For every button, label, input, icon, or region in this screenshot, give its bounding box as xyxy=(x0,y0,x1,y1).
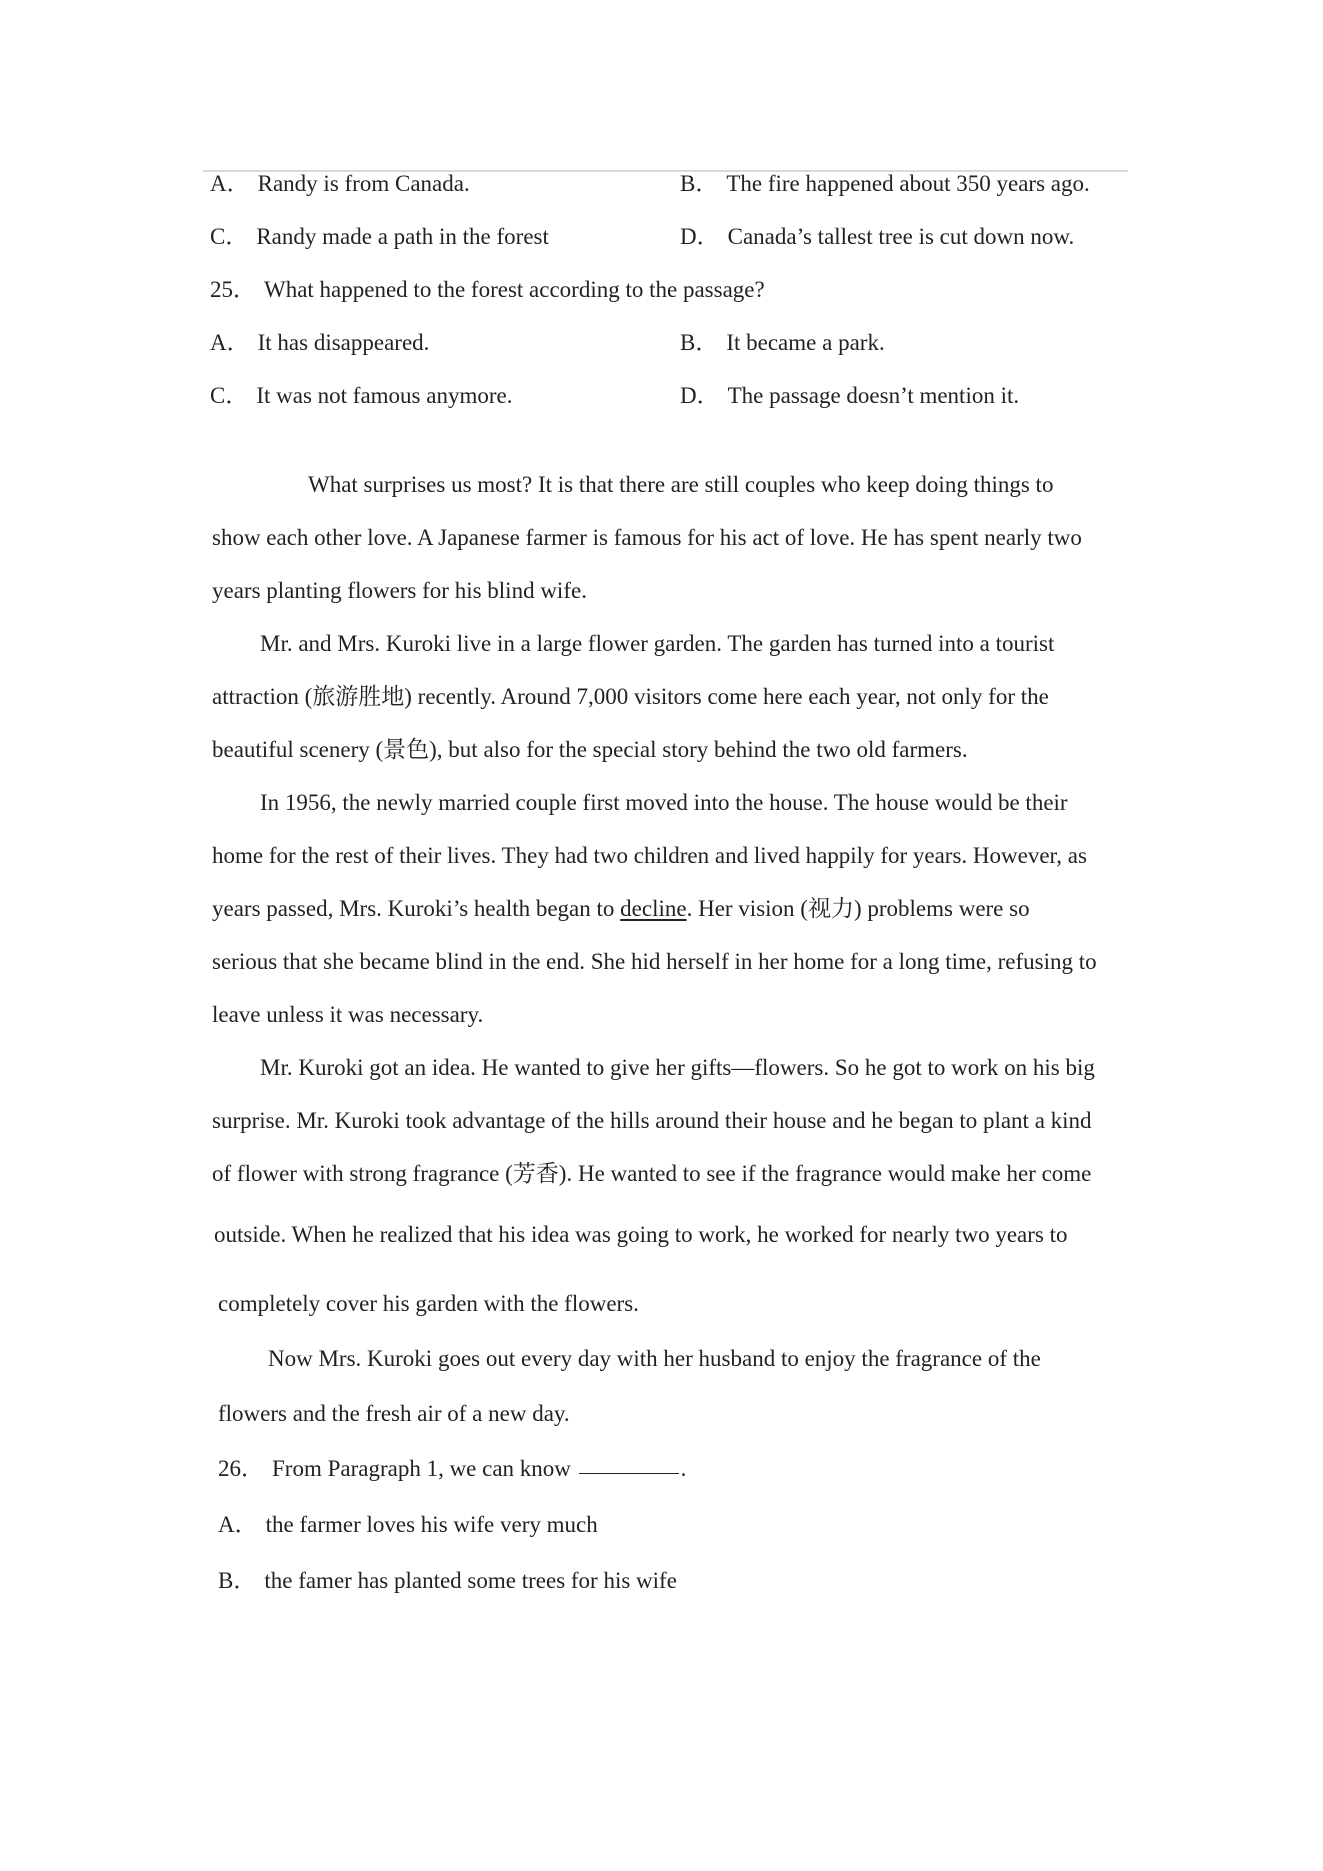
question-text: What happened to the forest according to the passage? xyxy=(264,277,765,302)
question-text-end: . xyxy=(680,1456,687,1481)
q26-option-a xyxy=(218,1510,598,1540)
q25-option-a xyxy=(210,328,429,358)
option-letter: A． xyxy=(210,330,250,355)
q25-stem xyxy=(210,275,765,305)
option-text: Canada’s tallest tree is cut down now. xyxy=(727,224,1075,249)
passage-p4-line: completely cover his garden with the flowers. xyxy=(218,1291,639,1316)
option-text: Randy made a path in the forest xyxy=(256,224,549,249)
passage-p3-line: In 1956, the newly married couple first moved into the house. The house would be their xyxy=(260,790,1068,815)
option-letter: A． xyxy=(210,171,250,196)
passage-p5-line: flowers and the fresh air of a new day. xyxy=(218,1401,570,1426)
option-letter: C． xyxy=(210,224,249,249)
q25-option-b xyxy=(680,328,885,358)
passage-p4-line: outside. When he realized that his idea was going to work, he worked for nearly two years to xyxy=(214,1222,1068,1247)
passage-p4-line: surprise. Mr. Kuroki took advantage of the hills around their house and he began to plant a kind xyxy=(212,1108,1092,1133)
option-text: It became a park. xyxy=(726,330,885,355)
option-letter: A． xyxy=(218,1512,258,1537)
text-segment: years passed, Mrs. Kuroki’s health began to xyxy=(212,896,621,921)
passage-p1-line: What surprises us most? It is that there are still couples who keep doing things to xyxy=(308,472,1054,497)
passage-p4-line: Mr. Kuroki got an idea. He wanted to give her gifts—flowers. So he got to work on his big xyxy=(260,1055,1095,1080)
option-text: It was not famous anymore. xyxy=(256,383,513,408)
q25-option-c xyxy=(210,381,512,411)
q24-option-d xyxy=(680,222,1074,252)
text-segment: . Her vision (视力) problems were so xyxy=(686,896,1030,921)
option-letter: B． xyxy=(680,330,719,355)
q26-option-b xyxy=(218,1566,677,1596)
question-number: 26． xyxy=(218,1456,264,1481)
passage-p3-line: leave unless it was necessary. xyxy=(212,1002,484,1027)
passage-p5-line: Now Mrs. Kuroki goes out every day with her husband to enjoy the fragrance of the xyxy=(268,1346,1041,1371)
q24-option-c xyxy=(210,222,549,252)
option-text: The passage doesn’t mention it. xyxy=(727,383,1020,408)
option-text: the famer has planted some trees for his wife xyxy=(264,1568,677,1593)
option-letter: B． xyxy=(218,1568,257,1593)
question-text: From Paragraph 1, we can know xyxy=(272,1456,577,1481)
option-text: the farmer loves his wife very much xyxy=(265,1512,598,1537)
passage-p3-line xyxy=(212,894,1030,924)
q24-option-a xyxy=(210,169,470,199)
passage-p3-line: serious that she became blind in the end. She hid herself in her home for a long time, refusing to xyxy=(212,949,1097,974)
passage-p2-line: attraction (旅游胜地) recently. Around 7,000 visitors come here each year, not only for the xyxy=(212,684,1049,709)
option-text: Randy is from Canada. xyxy=(257,171,470,196)
q24-option-b xyxy=(680,169,1090,199)
option-text: The fire happened about 350 years ago. xyxy=(726,171,1090,196)
passage-p3-line: home for the rest of their lives. They had two children and lived happily for years. However, as xyxy=(212,843,1087,868)
option-letter: D． xyxy=(680,383,720,408)
option-letter: B． xyxy=(680,171,719,196)
passage-p1-line: show each other love. A Japanese farmer is famous for his act of love. He has spent nearly two xyxy=(212,525,1082,550)
q26-stem xyxy=(218,1454,686,1484)
passage-p1-line: years planting flowers for his blind wife. xyxy=(212,578,587,603)
q25-option-d xyxy=(680,381,1019,411)
passage-p4-line: of flower with strong fragrance (芳香). He wanted to see if the fragrance would make her come xyxy=(212,1161,1092,1186)
passage-p2-line: Mr. and Mrs. Kuroki live in a large flower garden. The garden has turned into a tourist xyxy=(260,631,1055,656)
option-letter: C． xyxy=(210,383,249,408)
underlined-word: decline xyxy=(620,896,687,921)
question-number: 25． xyxy=(210,277,256,302)
option-text: It has disappeared. xyxy=(257,330,430,355)
passage-p2-line: beautiful scenery (景色), but also for the special story behind the two old farmers. xyxy=(212,737,968,762)
answer-blank xyxy=(579,1472,679,1474)
option-letter: D． xyxy=(680,224,720,249)
